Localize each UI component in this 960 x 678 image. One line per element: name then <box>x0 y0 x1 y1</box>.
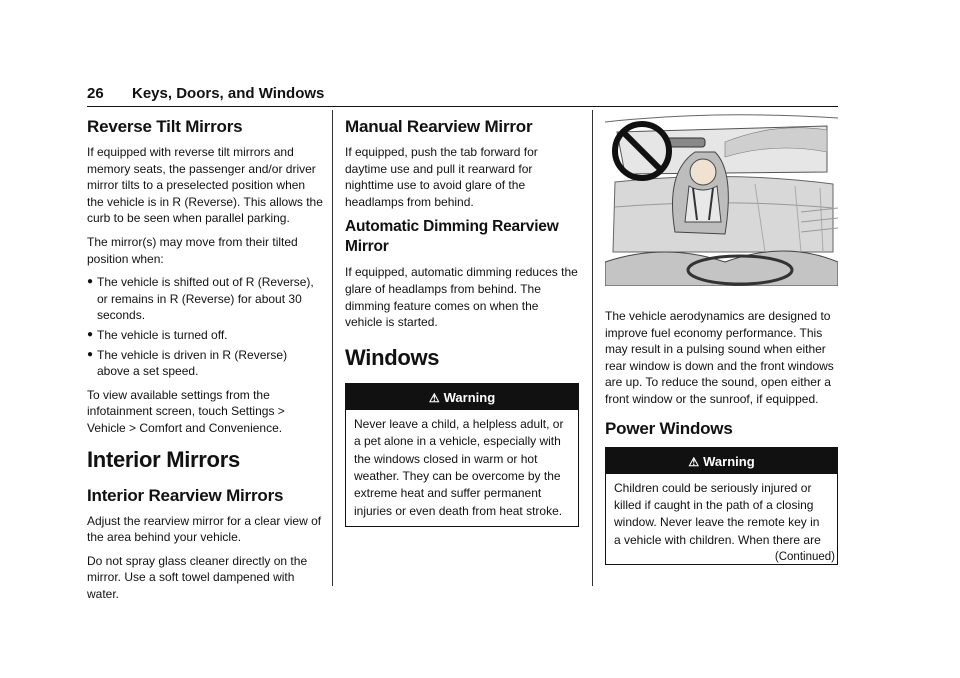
bullet-icon: ● <box>87 276 94 288</box>
heading-power-windows: Power Windows <box>605 418 733 438</box>
heading-interior-mirrors: Interior Mirrors <box>87 446 240 472</box>
paragraph: To view available settings from the infotainment screen, touch Settings > Vehicle > Comfort and Convenience. <box>87 387 285 435</box>
column-3 <box>605 112 838 565</box>
heading-manual-rearview-mirror: Manual Rearview Mirror <box>345 117 533 136</box>
column-divider <box>592 110 593 586</box>
warning-text: Never leave a child, a helpless adult, or a pet alone in a vehicle, especially with the windows closed in warm or hot weather. They can be overcome by the extreme heat and suffer permanent injuries or even death from heat stroke. <box>354 416 564 518</box>
prohibition-sign-icon <box>609 118 675 184</box>
paragraph: Do not spray glass cleaner directly on the mirror. Use a soft towel dampened with water. <box>87 553 308 601</box>
warning-triangle-icon: ⚠ <box>428 390 440 405</box>
page-number: 26 <box>87 85 104 102</box>
paragraph: The mirror(s) may move from their tilted position when: <box>87 234 298 266</box>
paragraph: The vehicle aerodynamics are designed to improve fuel economy performance. This may result in a pulsing sound when either rear window is down and the front windows are up. To reduce the sound, open either a front window or the sunroof, if equipped. <box>605 309 834 406</box>
heading-automatic-dimming-mirror: Automatic Dimming Rearview Mirror <box>345 218 559 256</box>
bullet-list <box>87 274 323 380</box>
heading-interior-rearview-mirrors: Interior Rearview Mirrors <box>87 485 284 505</box>
warning-box <box>605 447 838 566</box>
column-divider <box>332 110 333 586</box>
column-1 <box>87 112 323 609</box>
paragraph: If equipped, automatic dimming reduces the glare of headlamps from behind. The dimming feature comes on when the vehicle is started. <box>345 265 578 330</box>
paragraph: If equipped with reverse tilt mirrors and memory seats, the passenger and/or driver mirror tilts to a preselected position when the vehicle is in R (Reverse). This allows the curb to be seen when parallel parking. <box>87 145 323 226</box>
list-item: ● The vehicle is driven in R (Reverse) above a set speed. <box>87 347 288 379</box>
bullet-icon: ● <box>87 348 94 360</box>
paragraph: Adjust the rearview mirror for a clear view of the area behind your vehicle. <box>87 513 322 545</box>
warning-box <box>345 383 579 527</box>
paragraph: If equipped, push the tab forward for daytime use and pull it rearward for nighttime use to avoid glare of the headlamps from behind. <box>345 145 538 209</box>
bullet-icon: ● <box>87 328 94 340</box>
warning-title: Warning <box>443 389 496 405</box>
continued-label: (Continued) <box>774 551 835 564</box>
warning-header <box>346 384 578 410</box>
warning-title: Warning <box>703 453 755 469</box>
child-in-vehicle-illustration <box>605 112 838 286</box>
page-header <box>87 82 838 107</box>
warning-triangle-icon: ⚠ <box>688 454 700 469</box>
heading-windows: Windows <box>345 344 440 370</box>
heading-reverse-tilt-mirrors: Reverse Tilt Mirrors <box>87 117 243 136</box>
warning-header <box>606 448 837 474</box>
list-item: ● The vehicle is turned off. <box>87 327 228 342</box>
section-title: Keys, Doors, and Windows <box>132 85 325 102</box>
column-2 <box>345 112 579 527</box>
warning-text: Children could be seriously injured or killed if caught in the path of a closing window. Never leave the remote key in a vehicle with children. When there are <box>614 480 821 547</box>
list-item: ● The vehicle is shifted out of R (Reverse), or remains in R (Reverse) for about 30 seconds. <box>87 275 314 323</box>
